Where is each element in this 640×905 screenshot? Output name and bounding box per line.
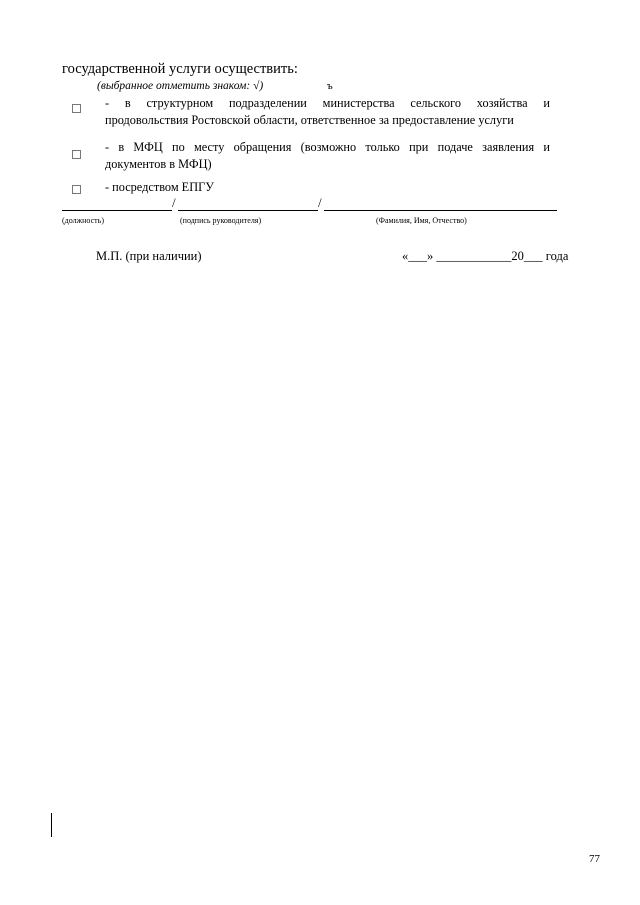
heading-text: государственной услуги осуществить: (62, 61, 298, 77)
option-mfc-line1: - в МФЦ по месту обращения (возможно только при подаче заявления и (105, 140, 550, 154)
option-ministry (105, 95, 550, 128)
stamp-label: М.П. (при наличии) (96, 249, 202, 263)
separator-slash: / (172, 195, 176, 210)
page-number: 77 (589, 853, 600, 865)
position-line (62, 210, 172, 211)
separator-slash: / (318, 195, 322, 210)
signature-line (178, 210, 318, 211)
position-caption: (должность) (62, 216, 104, 225)
option-mfc (105, 139, 550, 172)
instruction-hint: (выбранное отметить знаком: √) (97, 80, 264, 92)
margin-bar (51, 813, 52, 837)
full-name-line (324, 210, 557, 211)
date-line: «___» ____________20___ года (402, 249, 569, 263)
option-ministry-line2: продовольствия Ростовской области, ответственное за предоставление услуги (105, 112, 514, 127)
signature-caption: (подпись руководителя) (180, 216, 262, 225)
name-caption: (Фамилия, Имя, Отчество) (376, 216, 467, 225)
option-epgu-label: - посредством ЕПГУ (105, 180, 214, 194)
option-ministry-line1: - в структурном подразделении министерства сельского хозяйства и (105, 96, 550, 110)
checkbox-icon[interactable] (72, 185, 81, 194)
checkbox-icon[interactable] (72, 150, 81, 159)
option-epgu (105, 179, 550, 196)
option-mfc-line2: документов в МФЦ) (105, 156, 212, 171)
checkbox-icon[interactable] (72, 104, 81, 113)
stray-mark: ъ (327, 80, 333, 92)
